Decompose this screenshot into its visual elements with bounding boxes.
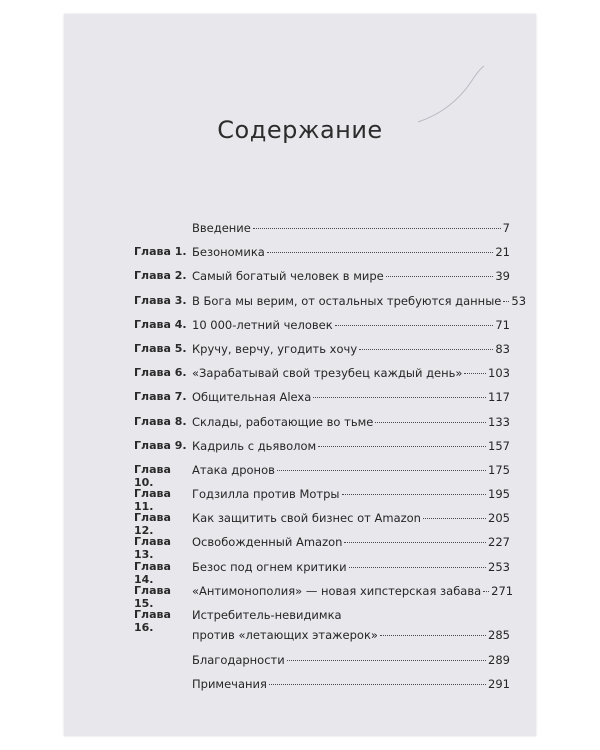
entry-body [192,390,510,404]
entry-body [192,560,510,574]
page-number: 157 [488,438,510,453]
page-number: 175 [488,462,510,477]
entry-title: Освобожденный Amazon [192,535,343,550]
entry-title: Примечания [192,677,267,692]
chapter-label: Глава 7. [134,390,187,404]
entry-body [192,487,510,501]
page-number: 83 [495,341,510,356]
dot-leader [344,542,486,543]
page-number: 71 [495,317,510,332]
page-number: 289 [488,653,510,667]
toc-entry [134,604,510,649]
entry-title: 10 000-летний человек [192,317,333,332]
entry-title: Кадриль с дьяволом [192,438,317,453]
entry-line [192,535,510,549]
chapter-label: Глава 15. [134,583,171,610]
page-number: 227 [488,535,510,550]
chapter-label: Глава 3. [134,293,187,307]
entry-title: Истребитель-невидимка [192,608,342,622]
entry-body [192,677,510,691]
entry-line [192,293,527,308]
entry-body [192,366,510,380]
dot-leader [335,325,494,326]
toc-entry [134,338,510,362]
entry-title: Безос под огнем критики [192,559,347,574]
entry-title: Кручу, верчу, угодить хочу [192,341,358,356]
chapter-label: Глава 8. [134,414,187,428]
entry-line [192,653,510,667]
chapter-label: Глава 13. [134,535,171,562]
chapter-label: Глава 11. [134,487,171,514]
dot-leader [277,470,486,471]
entry-title: Атака дронов [192,462,275,477]
dot-leader [380,635,486,636]
toc-entry [134,673,510,697]
entry-body [192,463,510,477]
entry-body [192,221,510,235]
chapter-label: Глава 6. [134,366,187,380]
entry-line [192,628,510,642]
page-number: 21 [495,245,510,260]
entry-body [192,439,510,453]
dot-leader [503,301,509,302]
entry-body [192,342,510,356]
page-number: 291 [488,677,510,692]
page-number: 53 [511,293,527,308]
entry-title: «Антимонополия» — новая хипстерская забава [192,583,482,598]
entry-line [192,415,510,429]
entry-title: «Зарабатывай свой трезубец каждый день» [192,366,463,381]
chapter-label: Глава 14. [134,559,171,586]
page-number: 195 [488,487,510,502]
dot-leader [318,446,486,447]
dot-leader [359,349,493,350]
entry-line [192,342,510,356]
entry-body [192,269,510,283]
page-number: 253 [488,559,510,574]
entry-body [192,535,510,549]
dot-leader [267,252,494,253]
entry-line [192,560,510,574]
toc-entry [134,241,510,265]
page-number: 39 [495,269,510,284]
entry-line [192,390,510,404]
entry-title: Безономика [192,245,265,260]
toc-entry [134,580,514,610]
toc-entry [134,290,527,314]
entry-line [192,511,510,525]
toc-entry [134,411,510,435]
chapter-label: Глава 1. [134,245,187,259]
dot-leader [386,276,494,277]
entry-title: Склады, работающие во тьме [192,414,374,429]
toc-entry [134,531,510,562]
dot-leader [287,660,486,661]
page-number: 117 [488,390,510,405]
toc-entry [134,556,510,586]
chapter-label: Глава 16. [134,608,171,634]
entry-line [192,366,510,380]
page-title: Содержание [217,116,383,145]
chapter-label: Глава 12. [134,511,171,538]
entry-line [192,269,510,283]
page-number: 205 [488,511,510,526]
page-number: 7 [502,221,510,235]
entry-title: Введение [192,221,251,235]
chapter-label: Глава 4. [134,317,187,331]
entry-body [192,608,510,642]
page-number: 285 [488,628,510,642]
chapter-label: Глава 9. [134,438,187,452]
entry-body [192,415,510,429]
book-page [64,14,536,736]
toc-entry [134,649,510,673]
page-curl-mark [416,64,486,124]
dot-leader [423,518,486,519]
entry-body [192,293,527,308]
entry-title: Самый богатый человек в мире [192,269,384,284]
entry-line [192,221,510,235]
entry-line [192,439,510,453]
toc-entry [134,217,510,241]
dot-leader [269,684,486,685]
entry-title: Общительная Alexa [192,390,312,405]
toc-entry [134,483,510,514]
page-number: 271 [491,583,514,598]
toc-entry [134,314,510,338]
toc-entry [134,386,510,410]
entry-body [192,511,510,525]
entry-line [192,608,510,622]
entry-title: против «летающих этажерок» [192,628,378,642]
entry-line [192,677,510,691]
toc-entry [134,459,510,489]
toc-entry [134,507,510,538]
entry-body [192,318,510,332]
dot-leader [483,591,489,592]
entry-body [192,583,514,598]
dot-leader [342,494,487,495]
entry-line [192,318,510,332]
chapter-label: Глава 5. [134,341,187,355]
page-number: 103 [488,366,510,381]
toc-entry [134,435,510,459]
entry-title: В Бога мы верим, от остальных требуются данные [192,293,502,308]
entry-line [192,463,510,477]
chapter-label: Глава 2. [134,269,187,283]
dot-leader [375,422,486,423]
dot-leader [313,397,486,398]
entry-body [192,245,510,259]
page-number: 133 [488,414,510,429]
toc-entry [134,362,510,386]
entry-title: Благодарности [192,653,285,667]
entry-title: Как защитить свой бизнес от Amazon [192,511,421,526]
chapter-label: Глава 10. [134,462,171,489]
toc-entry [134,265,510,289]
dot-leader [349,567,486,568]
entry-line [192,245,510,259]
dot-leader [464,373,486,374]
entry-line [192,583,514,598]
entry-line [192,487,510,501]
table-of-contents [134,217,527,697]
entry-body [192,653,510,667]
dot-leader [253,228,501,229]
entry-title: Годзилла против Мотры [192,487,340,502]
